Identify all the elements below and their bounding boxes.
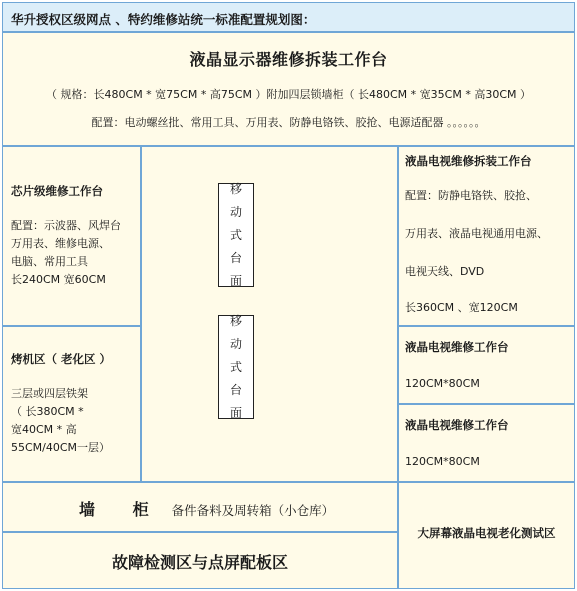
wall-cabinet-desc: 备件备料及周转箱（小仓库） bbox=[171, 503, 335, 518]
center-open-area bbox=[141, 146, 398, 482]
tv-bench-line: 万用表、液晶电视通用电源、 bbox=[405, 227, 548, 240]
tv-repair-title: 液晶电视维修工作台 bbox=[405, 418, 509, 432]
mobile-desk bbox=[218, 315, 254, 419]
mobile-desk-char: 移 bbox=[229, 313, 242, 328]
oven-line: （ 长380CM * bbox=[11, 405, 84, 418]
main-bench-title: 液晶显示器维修拆装工作台 bbox=[189, 50, 388, 69]
chip-bench-line: 长240CM 宽60CM bbox=[11, 273, 106, 286]
mobile-desk-char: 动 bbox=[229, 336, 242, 351]
tv-bench-line: 长360CM 、宽120CM bbox=[405, 301, 518, 314]
mobile-desk bbox=[218, 183, 254, 287]
mobile-desk-char: 移 bbox=[229, 181, 242, 196]
oven-line: 宽40CM * 高 bbox=[11, 423, 77, 436]
oven-line: 55CM/40CM一层） bbox=[11, 441, 111, 454]
tv-repair-size: 120CM*80CM bbox=[405, 455, 480, 468]
mobile-desk-char: 式 bbox=[229, 227, 242, 242]
chip-bench-zone bbox=[2, 146, 141, 326]
main-bench-zone bbox=[2, 32, 575, 146]
mobile-desk-char: 台 bbox=[229, 382, 242, 397]
oven-zone bbox=[2, 326, 141, 482]
tv-repair-title: 液晶电视维修工作台 bbox=[405, 340, 509, 354]
chip-bench-line: 电脑、常用工具 bbox=[11, 255, 88, 268]
tv-bench-line: 电视天线、DVD bbox=[405, 265, 485, 278]
oven-title: 烤机区（ 老化区 ） bbox=[11, 352, 112, 366]
page-title: 华升授权区级网点 、特约维修站统一标准配置规划图： bbox=[2, 2, 575, 32]
mobile-desk-char: 台 bbox=[229, 250, 242, 265]
tv-bench-zone bbox=[398, 146, 575, 326]
tv-repair-size: 120CM*80CM bbox=[405, 377, 480, 390]
fault-detection-title: 故障检测区与点屏配板区 bbox=[111, 553, 288, 572]
chip-bench-line: 配置：示波器、风焊台 bbox=[11, 219, 121, 232]
mobile-desk-char: 式 bbox=[229, 359, 242, 374]
big-screen-test-title: 大屏幕液晶电视老化测试区 bbox=[417, 526, 556, 540]
chip-bench-line: 万用表、维修电源、 bbox=[11, 237, 110, 250]
tv-repair-zone-1 bbox=[398, 326, 575, 404]
fault-detection-zone bbox=[2, 532, 398, 589]
tv-repair-zone-2 bbox=[398, 404, 575, 482]
main-bench-config: 配置：电动螺丝批、常用工具、万用表、防静电铬铁、胶抢、电源适配器 。。。。。。 bbox=[91, 116, 486, 129]
chip-bench-title: 芯片级维修工作台 bbox=[11, 184, 103, 198]
oven-line: 三层或四层铁架 bbox=[11, 387, 88, 400]
big-screen-test-zone bbox=[398, 482, 575, 589]
mobile-desk-char: 动 bbox=[229, 204, 242, 219]
tv-bench-line: 配置：防静电铬铁、胶抢、 bbox=[405, 189, 537, 202]
wall-cabinet-label bbox=[79, 497, 334, 520]
mobile-desk-char: 面 bbox=[229, 273, 242, 288]
wall-cabinet-zone bbox=[2, 482, 398, 532]
main-bench-spec: （ 规格：长480CM * 宽75CM * 高75CM ）附加四层锁墙柜（ 长480CM * 宽35CM * 高30CM ） bbox=[46, 88, 531, 101]
mobile-desk-char: 面 bbox=[229, 405, 242, 420]
wall-cabinet-title: 墙 柜 bbox=[79, 500, 165, 519]
tv-bench-title: 液晶电视维修拆装工作台 bbox=[405, 154, 532, 168]
